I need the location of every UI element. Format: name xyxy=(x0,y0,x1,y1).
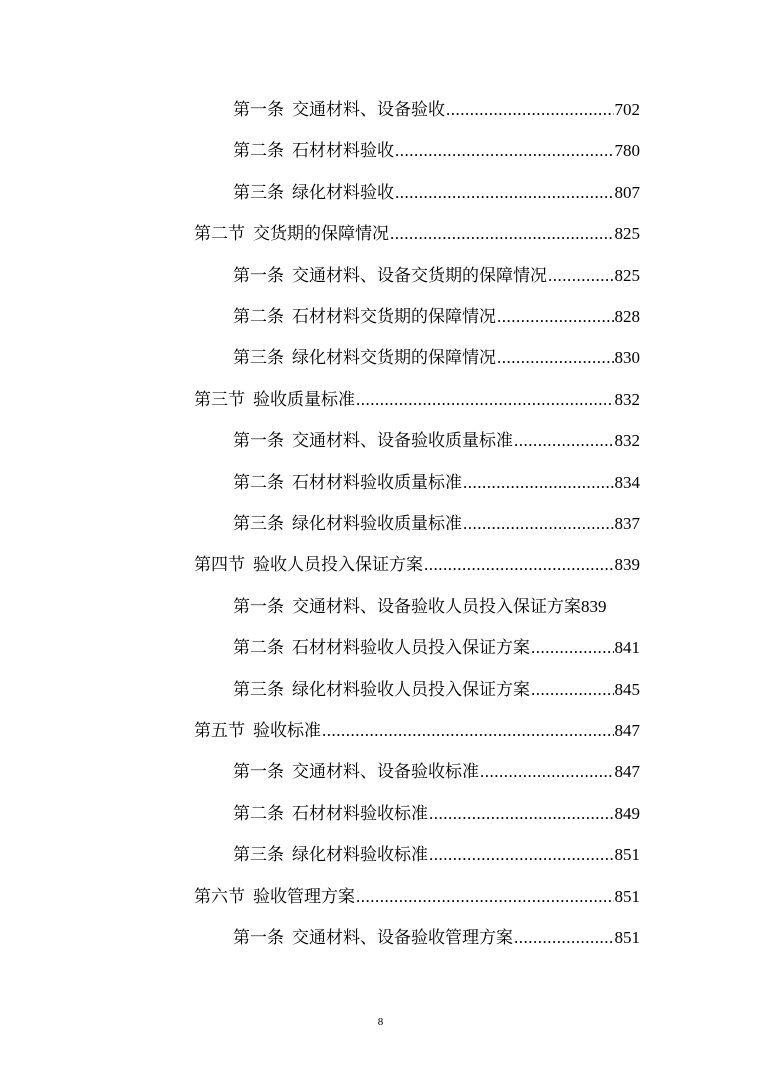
dot-leader xyxy=(497,304,614,330)
dot-leader xyxy=(395,138,614,164)
dot-leader xyxy=(480,759,614,785)
toc-entry-page: 832 xyxy=(614,431,640,451)
toc-entry-title: 石材材料交货期的保障情况 xyxy=(292,307,496,326)
toc-entry-page: 849 xyxy=(614,803,640,823)
toc-entry-article[interactable] xyxy=(233,925,640,951)
toc-entry-number: 第三条 xyxy=(233,182,284,202)
toc-entry-title: 交通材料、设备验收人员投入保证方案 xyxy=(292,596,581,616)
toc-entry-title: 验收人员投入保证方案 xyxy=(253,555,423,575)
toc-entry-number: 第一条 xyxy=(233,928,284,947)
toc-entry-title: 绿化材料验收标准 xyxy=(292,845,428,865)
toc-entry-title: 交通材料、设备交货期的保障情况 xyxy=(292,265,547,285)
toc-entry-section[interactable] xyxy=(194,221,640,247)
toc-entry-article[interactable] xyxy=(233,677,640,703)
dot-leader xyxy=(497,345,614,371)
toc-entry-article[interactable] xyxy=(233,759,640,785)
toc-entry-page: 832 xyxy=(614,389,640,409)
toc-entry-title: 绿化材料验收人员投入保证方案 xyxy=(292,679,530,699)
toc-entry-article[interactable] xyxy=(233,511,640,537)
toc-entry-title: 石材材料验收人员投入保证方案 xyxy=(292,638,530,658)
toc-entry-article[interactable] xyxy=(233,470,640,496)
toc-entry-title: 石材材料验收标准 xyxy=(292,803,428,823)
dot-leader xyxy=(356,387,614,413)
toc-entry-number: 第三条 xyxy=(233,348,284,368)
toc-entry-page: 828 xyxy=(614,307,640,326)
toc-entry-number: 第二条 xyxy=(233,638,284,658)
toc-entry-section[interactable] xyxy=(194,387,640,413)
toc-entry-number: 第三条 xyxy=(233,514,284,533)
toc-entry-page: 851 xyxy=(614,845,640,865)
toc-entry-title: 验收标准 xyxy=(253,721,321,740)
toc-entry-number: 第六节 xyxy=(194,886,245,906)
toc-entry-article[interactable] xyxy=(233,842,640,868)
dot-leader xyxy=(390,221,614,247)
toc-entry-title: 交通材料、设备验收 xyxy=(292,100,445,119)
toc-entry-number: 第二条 xyxy=(233,141,284,161)
toc-entry-article[interactable] xyxy=(233,428,640,454)
toc-entry-article[interactable] xyxy=(233,263,640,289)
toc-entry-article[interactable] xyxy=(233,138,640,164)
toc-entry-title: 石材材料验收 xyxy=(292,141,394,161)
toc-entry-page: 847 xyxy=(614,721,640,740)
toc-entry-title: 交通材料、设备验收标准 xyxy=(292,762,479,782)
toc-entry-number: 第一条 xyxy=(233,265,284,285)
toc-entry-title: 交货期的保障情况 xyxy=(253,224,389,244)
toc-entry-page: 825 xyxy=(614,224,640,244)
toc-entry-article[interactable] xyxy=(233,635,640,661)
dot-leader xyxy=(429,801,614,827)
toc-entry-title: 绿化材料验收 xyxy=(292,182,394,202)
toc-entry-title: 绿化材料交货期的保障情况 xyxy=(292,348,496,368)
toc-entry-article[interactable] xyxy=(233,97,640,123)
toc-entry-page: 851 xyxy=(614,928,640,947)
toc-entry-page: 807 xyxy=(614,182,640,202)
toc-entry-page: 841 xyxy=(614,638,640,658)
toc-entry-number: 第一条 xyxy=(233,762,284,782)
dot-leader xyxy=(514,925,614,951)
dot-leader xyxy=(395,180,614,206)
toc-entry-page: 847 xyxy=(614,762,640,782)
toc-entry-number: 第二条 xyxy=(233,803,284,823)
toc-entry-number: 第二条 xyxy=(233,307,284,326)
toc-entry-article[interactable] xyxy=(233,180,640,206)
toc-entry-number: 第五节 xyxy=(194,721,245,740)
toc-entry-article[interactable] xyxy=(233,304,640,330)
toc-entry-number: 第二条 xyxy=(233,472,284,492)
toc-entry-number: 第一条 xyxy=(233,431,284,451)
toc-entry-number: 第一条 xyxy=(233,100,284,119)
toc-entry-page: 839 xyxy=(614,555,640,575)
dot-leader xyxy=(548,263,614,289)
toc-entry-title: 验收质量标准 xyxy=(253,389,355,409)
dot-leader xyxy=(514,428,614,454)
toc-entry-section[interactable] xyxy=(194,552,640,578)
toc-entry-number: 第三条 xyxy=(233,845,284,865)
toc-entry-page: 702 xyxy=(614,100,640,119)
toc-entry-page: 834 xyxy=(614,472,640,492)
page-number: 8 xyxy=(377,1016,384,1028)
toc-entry-page: 845 xyxy=(614,679,640,699)
toc-entry-title: 石材材料验收质量标准 xyxy=(292,472,462,492)
toc-entry-page: 839 xyxy=(581,596,607,616)
toc-entry-page: 780 xyxy=(614,141,640,161)
dot-leader xyxy=(322,718,614,744)
toc-entry-number: 第四节 xyxy=(194,555,245,575)
toc-entry-section[interactable] xyxy=(194,718,640,744)
toc-entry-article[interactable] xyxy=(233,345,640,371)
toc-entry-title: 验收管理方案 xyxy=(253,886,355,906)
toc-entry-article[interactable] xyxy=(233,801,640,827)
dot-leader xyxy=(429,842,614,868)
toc-entry-article[interactable] xyxy=(233,594,640,620)
toc-entry-title: 交通材料、设备验收管理方案 xyxy=(292,928,513,947)
toc-entry-title: 绿化材料验收质量标准 xyxy=(292,514,462,533)
toc-entry-page: 851 xyxy=(614,886,640,906)
dot-leader xyxy=(531,677,614,703)
dot-leader xyxy=(531,635,614,661)
dot-leader xyxy=(424,552,614,578)
toc-entry-title: 交通材料、设备验收质量标准 xyxy=(292,431,513,451)
toc-entry-page: 830 xyxy=(614,348,640,368)
dot-leader xyxy=(446,97,614,123)
toc-entry-page: 825 xyxy=(614,265,640,285)
dot-leader xyxy=(356,884,614,910)
toc-entry-number: 第二节 xyxy=(194,224,245,244)
toc-entry-number: 第三条 xyxy=(233,679,284,699)
toc-entry-section[interactable] xyxy=(194,884,640,910)
dot-leader xyxy=(463,511,614,537)
toc-entry-page: 837 xyxy=(614,514,640,533)
dot-leader xyxy=(463,470,614,496)
toc-entry-number: 第一条 xyxy=(233,596,284,616)
toc-entry-number: 第三节 xyxy=(194,389,245,409)
